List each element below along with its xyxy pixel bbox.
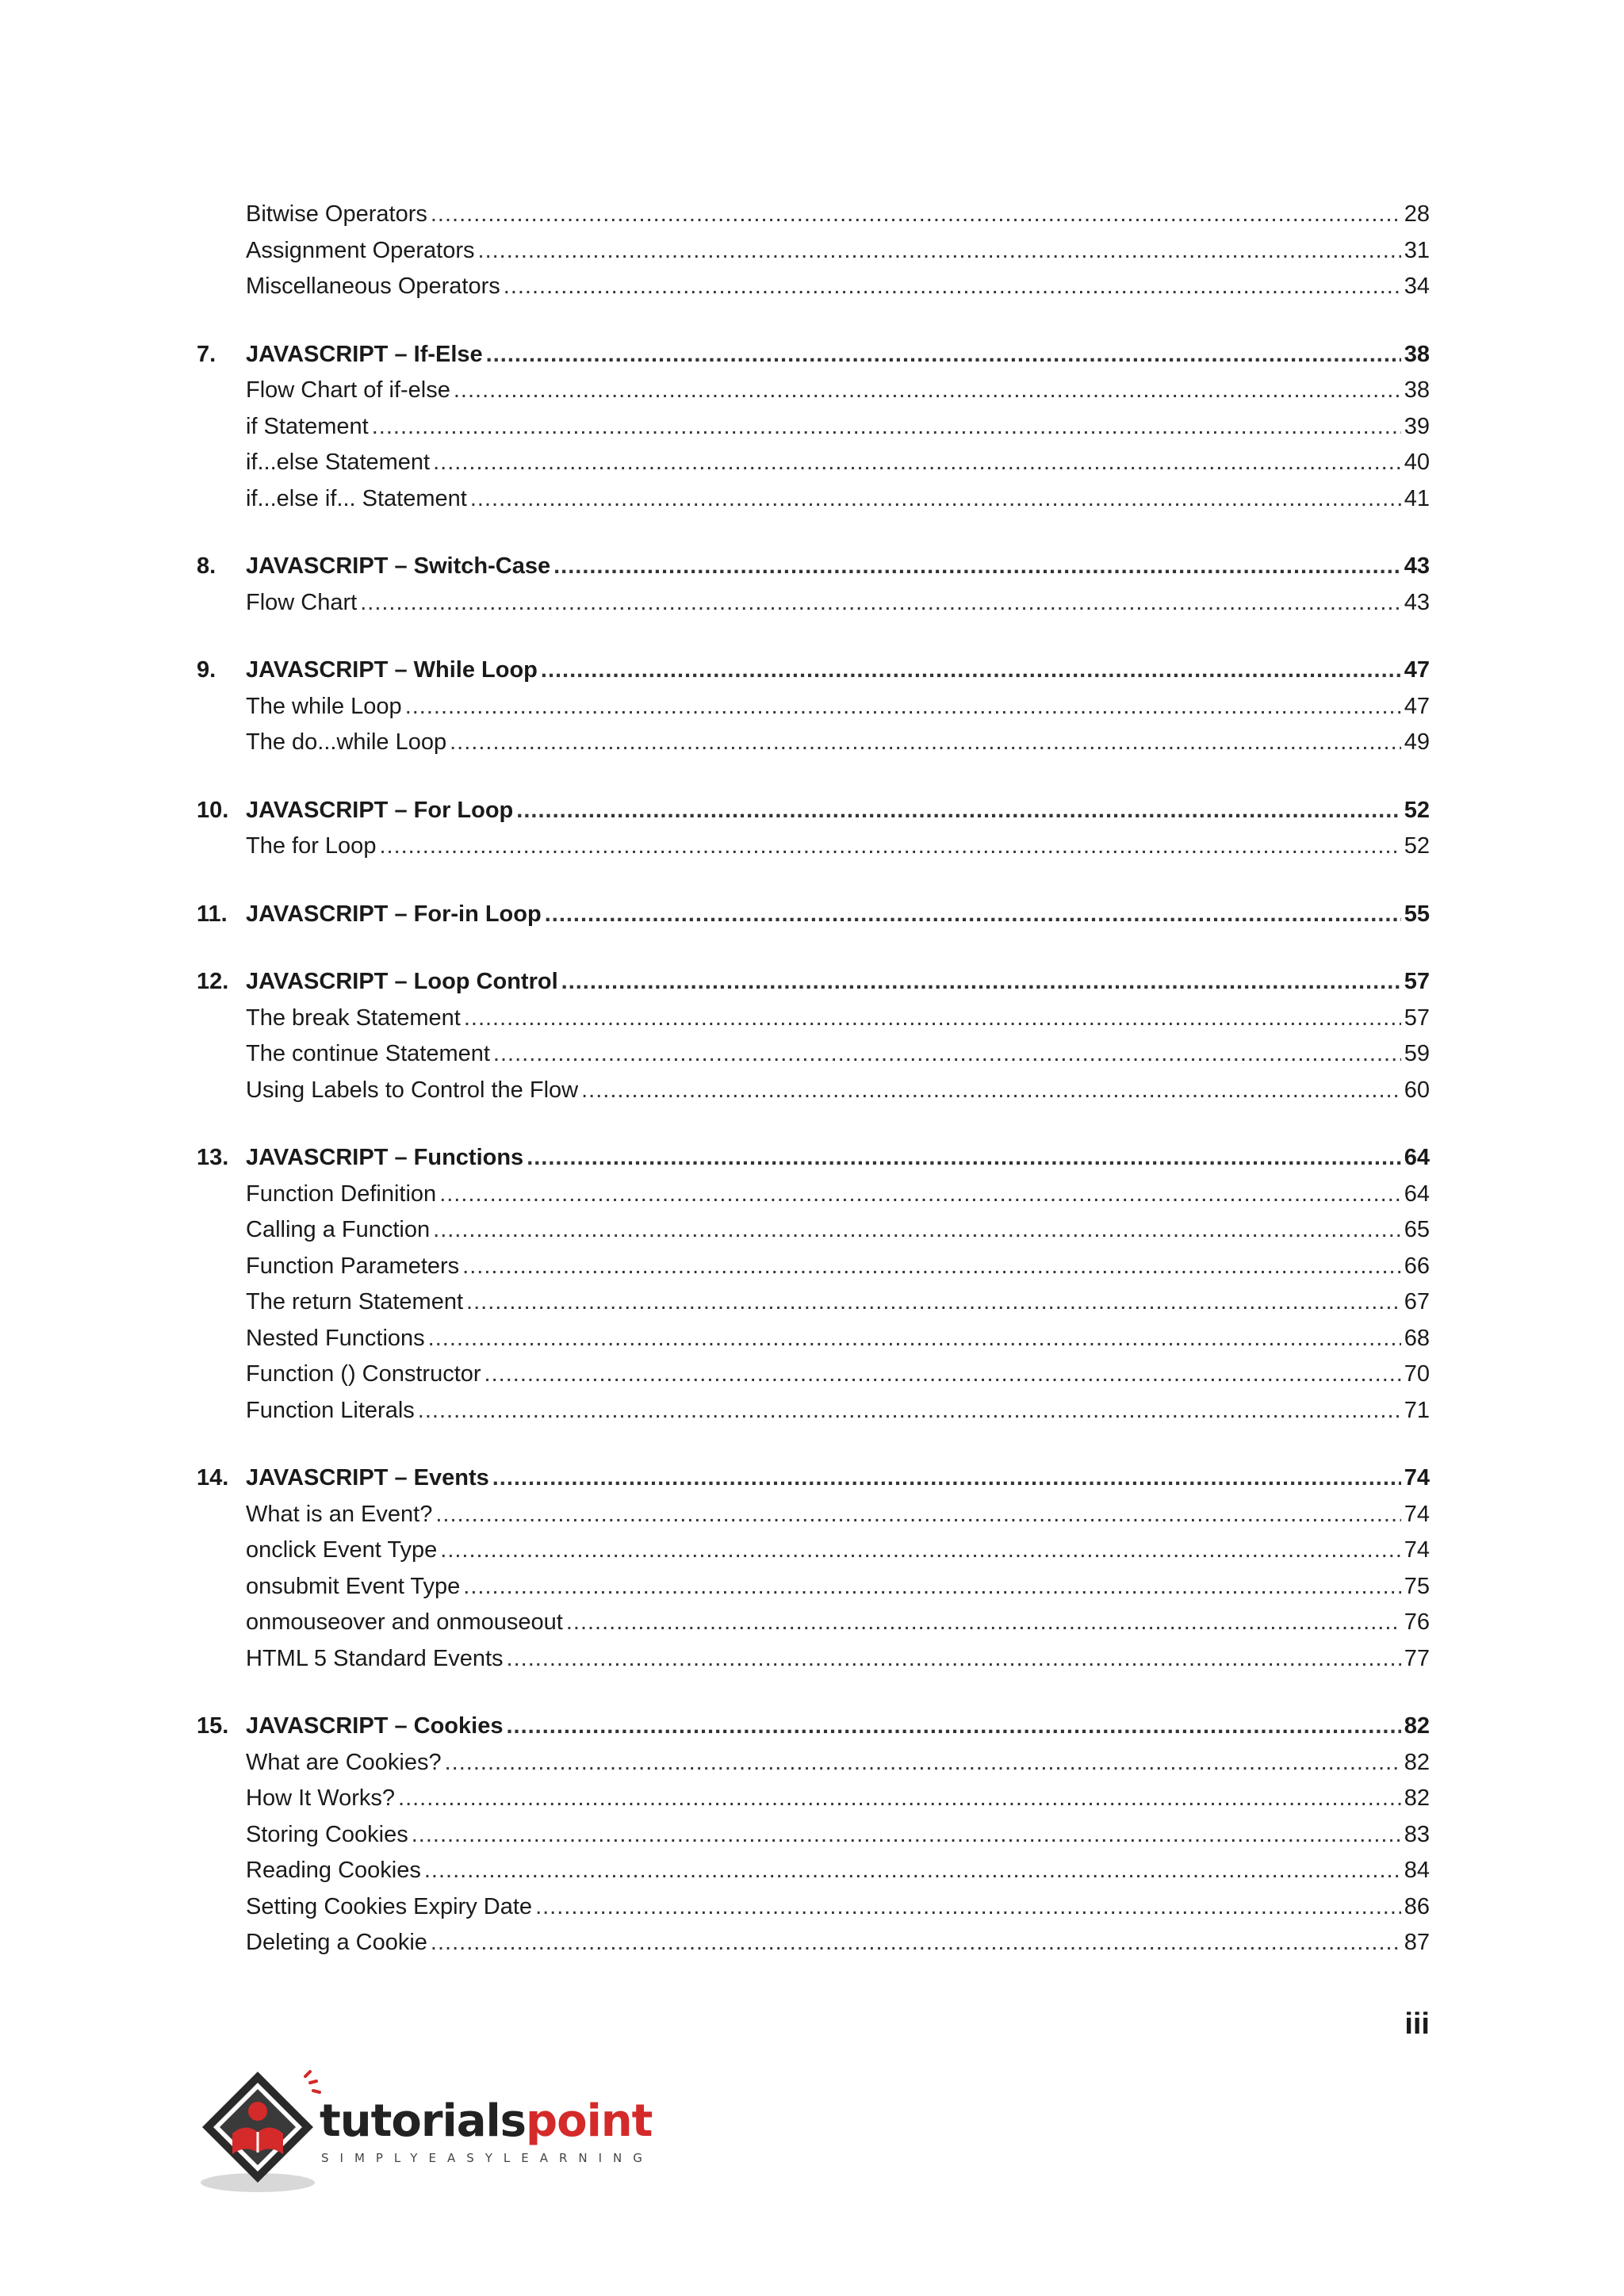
toc-entry-title: JAVASCRIPT – Events	[246, 1465, 489, 1490]
toc-chapter-entry[interactable]	[197, 964, 1430, 1001]
toc-section-entry[interactable]	[197, 1925, 1430, 1961]
toc-chapter-entry[interactable]	[197, 1460, 1430, 1497]
toc-chapter-entry[interactable]	[197, 652, 1430, 689]
toc-section-entry[interactable]	[197, 1497, 1430, 1533]
toc-dot-leader	[493, 1036, 1401, 1073]
toc-dot-leader	[553, 549, 1401, 585]
toc-section-entry[interactable]	[197, 1212, 1430, 1249]
toc-entry-page: 82	[1404, 1713, 1430, 1739]
toc-section-entry[interactable]	[197, 1177, 1430, 1213]
toc-entry-title: JAVASCRIPT – If-Else	[246, 341, 483, 367]
toc-section-entry[interactable]	[197, 1249, 1430, 1285]
toc-entry-number: 7.	[197, 341, 216, 367]
toc-entry-title: Storing Cookies	[246, 1821, 408, 1847]
toc-section-entry[interactable]	[197, 1357, 1430, 1393]
toc-chapter-entry[interactable]	[197, 793, 1430, 829]
toc-entry-page: 82	[1404, 1749, 1430, 1775]
toc-entry-title: JAVASCRIPT – Switch-Case	[246, 553, 551, 579]
toc-entry-title: onclick Event Type	[246, 1537, 438, 1563]
toc-entry-title: Function () Constructor	[246, 1361, 481, 1387]
toc-entry-title: The return Statement	[246, 1289, 464, 1314]
toc-dot-leader	[428, 1321, 1401, 1357]
toc-entry-number: 15.	[197, 1713, 229, 1739]
toc-dot-leader	[485, 1357, 1401, 1393]
toc-dot-leader	[464, 1001, 1401, 1037]
toc-section-entry[interactable]	[197, 1533, 1430, 1569]
toc-section-entry[interactable]	[197, 1569, 1430, 1605]
toc-entry-number: 12.	[197, 969, 229, 994]
toc-dot-leader	[581, 1073, 1401, 1109]
toc-entry-title: JAVASCRIPT – For-in Loop	[246, 901, 542, 927]
toc-entry-title: JAVASCRIPT – While Loop	[246, 657, 538, 683]
toc-entry-title: Function Parameters	[246, 1253, 460, 1279]
logo-wordmark-tutorials: tutorials	[320, 2095, 527, 2147]
toc-dot-leader	[424, 1853, 1401, 1889]
toc-entry-page: 52	[1404, 797, 1430, 823]
toc-section-entry[interactable]	[197, 373, 1430, 409]
toc-chapter-entry[interactable]	[197, 1140, 1430, 1177]
toc-dot-leader	[454, 373, 1401, 409]
toc-chapter-entry[interactable]	[197, 337, 1430, 373]
toc-entry-page: 52	[1404, 833, 1430, 859]
toc-section-entry[interactable]	[197, 689, 1430, 725]
toc-entry-number: 11.	[197, 901, 228, 927]
toc-entry-page: 59	[1404, 1041, 1430, 1066]
logo-wordmark-point: point	[526, 2095, 653, 2147]
toc-entry-page: 47	[1404, 693, 1430, 719]
toc-entry-title: The do...while Loop	[246, 729, 447, 755]
toc-section-entry[interactable]	[197, 1605, 1430, 1641]
toc-dot-leader	[360, 585, 1401, 622]
toc-entry-title: Deleting a Cookie	[246, 1930, 427, 1955]
toc-entry-page: 57	[1404, 1004, 1430, 1031]
toc-entry-title: Reading Cookies	[246, 1858, 421, 1883]
toc-entry-page: 77	[1404, 1645, 1430, 1671]
toc-dot-leader	[398, 1781, 1401, 1817]
toc-entry-title: Miscellaneous Operators	[246, 274, 500, 299]
toc-entry-page: 83	[1404, 1821, 1430, 1847]
toc-entry-title: JAVASCRIPT – For Loop	[246, 797, 514, 823]
toc-entry-page: 71	[1404, 1397, 1430, 1423]
toc-dot-leader	[545, 897, 1401, 933]
toc-dot-leader	[372, 409, 1401, 446]
toc-entry-page: 31	[1404, 237, 1430, 263]
toc-section-entry[interactable]	[197, 1745, 1430, 1781]
toc-entry-page: 74	[1404, 1465, 1430, 1490]
toc-entry-title: HTML 5 Standard Events	[246, 1645, 504, 1671]
toc-dot-leader	[492, 1460, 1401, 1497]
toc-entry-number: 14.	[197, 1465, 229, 1490]
toc-entry-page: 74	[1404, 1537, 1430, 1563]
toc-entry-title: Function Definition	[246, 1181, 437, 1207]
toc-entry-page: 34	[1404, 274, 1430, 299]
toc-entry-title: JAVASCRIPT – Cookies	[246, 1713, 504, 1739]
toc-entry-number: 13.	[197, 1145, 229, 1170]
toc-entry-title: What are Cookies?	[246, 1749, 442, 1775]
toc-entry-title: The while Loop	[246, 693, 402, 719]
toc-entry-page: 41	[1404, 485, 1430, 511]
toc-dot-leader	[566, 1605, 1401, 1641]
toc-entry-page: 43	[1404, 589, 1430, 615]
toc-section-entry[interactable]	[197, 1284, 1430, 1321]
toc-section-entry[interactable]	[197, 445, 1430, 481]
toc-dot-leader	[463, 1569, 1400, 1605]
toc-entry-page: 28	[1404, 201, 1430, 227]
toc-entry-page: 84	[1404, 1858, 1430, 1883]
toc-dot-leader	[516, 793, 1400, 829]
toc-entry-title: How It Works?	[246, 1785, 396, 1811]
toc-dot-leader	[535, 1889, 1401, 1926]
toc-entry-title: if...else Statement	[246, 450, 431, 475]
toc-dot-leader	[440, 1533, 1400, 1569]
toc-entry-page: 38	[1404, 341, 1430, 367]
toc-dot-leader	[379, 828, 1400, 865]
toc-dot-leader	[486, 337, 1401, 373]
toc-section-entry[interactable]	[197, 233, 1430, 270]
toc-entry-page: 64	[1404, 1181, 1430, 1207]
toc-section-entry[interactable]	[197, 197, 1430, 233]
toc-dot-leader	[478, 233, 1401, 270]
toc-dot-leader	[431, 1925, 1401, 1961]
toc-section-entry[interactable]	[197, 1889, 1430, 1926]
toc-dot-leader	[418, 1393, 1401, 1429]
toc-dot-leader	[439, 1177, 1401, 1213]
toc-entry-title: Bitwise Operators	[246, 201, 427, 227]
toc-entry-page: 86	[1404, 1893, 1430, 1919]
toc-dot-leader	[561, 964, 1401, 1001]
toc-section-entry[interactable]	[197, 1853, 1430, 1889]
toc-entry-page: 39	[1404, 413, 1430, 439]
toc-entry-page: 55	[1404, 901, 1430, 927]
toc-entry-page: 82	[1404, 1785, 1430, 1811]
toc-chapter-entry[interactable]	[197, 1709, 1430, 1745]
toc-entry-page: 43	[1404, 553, 1430, 579]
toc-entry-page: 87	[1404, 1930, 1430, 1955]
toc-section-entry[interactable]	[197, 725, 1430, 761]
toc-dot-leader	[462, 1249, 1401, 1285]
toc-dot-leader	[504, 269, 1401, 305]
toc-entry-title: Assignment Operators	[246, 237, 475, 263]
logo-tagline: SIMPLYEASYLEARNING	[321, 2151, 653, 2165]
toc-entry-title: The continue Statement	[246, 1041, 490, 1066]
toc-section-entry[interactable]	[197, 828, 1430, 865]
toc-entry-title: Setting Cookies Expiry Date	[246, 1893, 533, 1919]
toc-entry-page: 57	[1404, 969, 1430, 994]
toc-entry-title: onmouseover and onmouseout	[246, 1609, 563, 1635]
page-number: iii	[1404, 2007, 1430, 2041]
toc-section-entry[interactable]	[197, 1641, 1430, 1678]
toc-section-entry[interactable]	[197, 269, 1430, 305]
toc-dot-leader	[433, 445, 1401, 481]
toc-entry-number: 9.	[197, 657, 216, 683]
toc-entry-page: 38	[1404, 377, 1430, 403]
toc-dot-leader	[405, 689, 1401, 725]
toc-entry-page: 76	[1404, 1609, 1430, 1635]
toc-entry-number: 10.	[197, 797, 229, 823]
toc-section-entry[interactable]	[197, 1817, 1430, 1854]
toc-entry-page: 40	[1404, 450, 1430, 475]
toc-section-entry[interactable]	[197, 1781, 1430, 1817]
toc-entry-page: 66	[1404, 1253, 1430, 1279]
toc-entry-title: if Statement	[246, 413, 369, 439]
logo-emblem-icon	[194, 2065, 329, 2200]
toc-entry-title: What is an Event?	[246, 1501, 433, 1527]
toc-entry-title: Using Labels to Control the Flow	[246, 1077, 579, 1103]
toc-entry-title: Flow Chart of if-else	[246, 377, 450, 403]
toc-entry-page: 74	[1404, 1501, 1430, 1527]
toc-entry-page: 49	[1404, 729, 1430, 755]
table-of-contents	[197, 197, 1430, 1961]
toc-entry-page: 47	[1404, 657, 1430, 683]
toc-dot-leader	[450, 725, 1401, 761]
toc-section-entry[interactable]	[197, 409, 1430, 446]
toc-dot-leader	[470, 481, 1401, 518]
toc-section-entry[interactable]	[197, 585, 1430, 622]
toc-entry-page: 65	[1404, 1217, 1430, 1242]
toc-dot-leader	[433, 1212, 1401, 1249]
toc-entry-page: 75	[1404, 1573, 1430, 1599]
toc-section-entry[interactable]	[197, 1036, 1430, 1073]
toc-dot-leader	[541, 652, 1401, 689]
toc-dot-leader	[527, 1140, 1401, 1177]
toc-section-entry[interactable]	[197, 481, 1430, 518]
tutorialspoint-logo	[194, 2065, 653, 2200]
toc-entry-page: 67	[1404, 1289, 1430, 1314]
toc-section-entry[interactable]	[197, 1321, 1430, 1357]
toc-section-entry[interactable]	[197, 1001, 1430, 1037]
toc-entry-title: JAVASCRIPT – Loop Control	[246, 969, 558, 994]
logo-wordmark	[320, 2095, 652, 2147]
toc-entry-title: The break Statement	[246, 1004, 461, 1031]
toc-entry-page: 60	[1404, 1077, 1430, 1103]
toc-dot-leader	[466, 1284, 1401, 1321]
toc-entry-title: The for Loop	[246, 833, 377, 859]
toc-entry-page: 68	[1404, 1325, 1430, 1351]
toc-entry-title: JAVASCRIPT – Functions	[246, 1145, 524, 1170]
toc-entry-title: if...else if... Statement	[246, 485, 467, 511]
toc-section-entry[interactable]	[197, 1393, 1430, 1429]
toc-entry-title: Function Literals	[246, 1397, 415, 1423]
toc-entry-title: Flow Chart	[246, 589, 358, 615]
toc-entry-page: 70	[1404, 1361, 1430, 1387]
toc-section-entry[interactable]	[197, 1073, 1430, 1109]
toc-dot-leader	[435, 1497, 1400, 1533]
toc-entry-title: Nested Functions	[246, 1325, 425, 1351]
toc-dot-leader	[412, 1817, 1401, 1854]
toc-dot-leader	[506, 1709, 1400, 1745]
toc-entry-title: Calling a Function	[246, 1217, 431, 1242]
toc-chapter-entry[interactable]	[197, 897, 1430, 933]
toc-chapter-entry[interactable]	[197, 549, 1430, 585]
toc-entry-number: 8.	[197, 553, 216, 579]
toc-entry-title: onsubmit Event Type	[246, 1573, 461, 1599]
toc-dot-leader	[445, 1745, 1401, 1781]
toc-entry-page: 64	[1404, 1145, 1430, 1170]
toc-dot-leader	[431, 197, 1401, 233]
toc-dot-leader	[507, 1641, 1401, 1678]
